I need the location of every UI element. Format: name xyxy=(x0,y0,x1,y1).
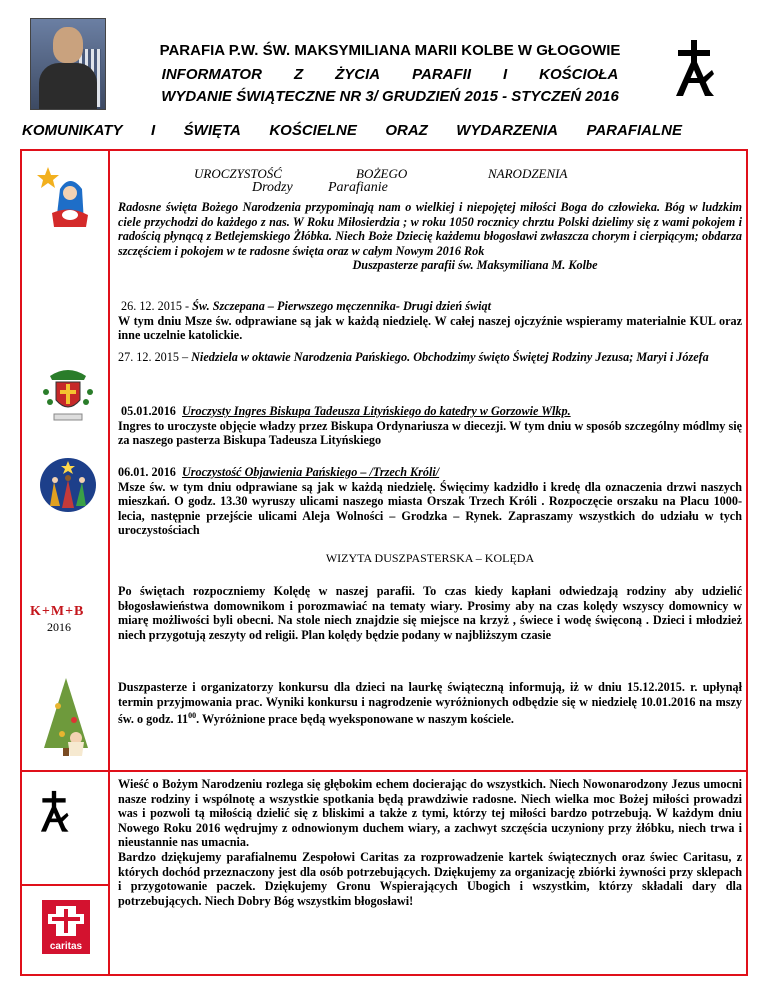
header xyxy=(0,0,768,140)
kmb-year: 2016 xyxy=(47,620,71,634)
edition-line: WYDANIE ŚWIĄTECZNE NR 3/ GRUDZIEŃ 2015 - STYCZEŃ 2016 xyxy=(161,88,619,105)
koleda-title: WIZYTA DUSZPASTERSKA – KOLĘDA xyxy=(325,551,535,565)
caritas-logo-icon xyxy=(42,900,90,954)
christmas-tree-angel-icon xyxy=(36,676,96,758)
bishop-coat-of-arms-icon xyxy=(40,368,96,422)
contest-announcement: Duszpasterze i organizatorzy konkursu dla dzieci na laurkę świąteczną informują, iż w dniu 15.12.2015. r. upłynął termin przyjmowania prac. Wyniki konkursu i nagrodzenie wyróżnionych odbędzie się w niedzielę 10.01.2016 na mszy św. o godz. $11^{00}$. Wyróżnione prace będą wyeksponowane w naszym kościele. xyxy=(118,680,742,727)
sidebar-column xyxy=(22,151,110,974)
event-st-stephen: 26. 12. 2015 - Św. Szczepana – Pierwszego męczennika- Drugi dzień świąt W tym dniu Msze św. odprawiane są jak w każdą niedzielę. W całej naszej ojczyźnie wspieramy materialnie KUL oraz inne uczelnie katolickie. xyxy=(118,299,742,343)
section-divider xyxy=(20,770,748,772)
christmas-heading: UROCZYSTOŚĆ BOŻEGO NARODZENIA Drodzy Parafianie xyxy=(194,166,568,195)
newsletter-title: INFORMATOR Z ŻYCIA PARAFII I KOŚCIOŁA xyxy=(161,66,619,83)
sidebar-divider xyxy=(22,884,110,886)
event-ingres: 05.01.2016 Uroczysty Ingres Biskupa Tadeusza Lityńskiego do katedry w Gorzowie Wlkp. Ingres to uroczyste objęcie władzy przez Biskupa Ordynariusza w diecezji. W tym dniu w sposób szczególny módlmy się za naszego pasterza Biskupa Tadeusza Lityńskiego xyxy=(118,404,742,448)
nativity-icon xyxy=(30,165,100,235)
kmb-label: K+M+B xyxy=(30,604,85,619)
saint-portrait-image xyxy=(30,18,106,110)
section-title: KOMUNIKATY I ŚWIĘTA KOŚCIELNE ORAZ WYDARZENIA PARAFIALNE xyxy=(22,122,682,139)
christmas-greeting: Radosne święta Bożego Narodzenia przypominają nam o wielkiej i niepojętej miłości Boga do człowieka. Bóg w ludzkim ciele przychodzi do każdego z nas. W Roku Miłosierdzia ; w roku 1050 rocznicy chrztu Polski dzielimy się z wami pokojem i radością płynącą z Betlejemskiego Żłóbka. Niech Boże Dziecię każdemu błogosławi zwłaszcza chorym i cierpiącym; obdarza szczęściem i pokojem w te radosne święta oraz w całym Nowym 2016 Rok Duszpasterze parafii św. Maksymiliana M. Kolbe xyxy=(118,200,742,273)
three-kings-icon xyxy=(38,456,98,514)
caritas-thanks: Bardzo dziękujemy parafialnemu Zespołowi Caritas za rozprowadzenie kartek świątecznych oraz świec Caritasu, z których dochód przeznaczony jest dla osób potrzebujących. Dziękujemy za organizację zbiórki żywności przy sklepach i przygotowanie paczek. Dziękujemy Gronu Wspierających Ubogich i wszystkim, którzy składali dary dla potrzebujących. Niech Dobry Bóg wszystkim błogosławi! xyxy=(118,849,742,908)
parish-logo-icon xyxy=(672,40,716,98)
parish-name: PARAFIA P.W. ŚW. MAKSYMILIANA MARII KOLBE W GŁOGOWIE xyxy=(159,42,621,59)
svg-text:caritas: caritas xyxy=(49,941,83,952)
koleda-announcement: Po świętach rozpoczniemy Kolędę w naszej parafii. To czas kiedy kapłani odwiedzają rodziny aby udzielić błogosławieństwa domownikom i porozmawiać na tematy wiary. Prosimy aby na czas kolędy wszyscy domownicy w miarę możliwości byli obecni. Na stole niech znajdzie się miejsce na krzyż , świece i wodę święconą . Dzieci i młodzież niech przygotują zeszyty od religii. Plan kolędy będzie podany w najbliższym czasie xyxy=(118,584,742,642)
event-epiphany: 06.01. 2016 Uroczystość Objawienia Pańskiego – /Trzech Króli/ Msze św. w tym dniu odprawiane są jak w każdą niedzielę. Święcimy kadzidło i kredę dla oznaczenia drzwi naszych mieszkań. O godz. 13.30 wyruszy ulicami naszego miasta Orszak Trzech Króli . Rozpoczęcie orszaku na Placu 1000- lecia, następnie przejście ulicami Aleja Wolności – Grodzka – Rynek. Zapraszamy wszystkich do udziału w tych uroczystościach xyxy=(118,465,742,538)
greeting-signature: Duszpasterze parafii św. Maksymiliana M. Kolbe xyxy=(352,258,598,273)
closing-wishes: Wieść o Bożym Narodzeniu rozlega się głębokim echem docierając do wszystkich. Niech Nowonarodzony Jezus umocni nasze rodziny i wspólnotę a wszystkie spotkania będą prawdziwie radosne. Niech wielka moc Bożej miłości prowadzi was i pozwoli tą miłością dzielić się z bliskimi a także z tymi, którzy tej miłości bardzo potrzebują. W każdym dniu Nowego Roku 2016 wędrujmy z odnowionym duchem wiary, a zachwyt szczęścia uczyniony przy żłóbku, niech trwa i nieustannie nas umacnia. Bardzo dziękujemy parafialnemu Zespołowi Caritas za rozprowadzenie kartek świątecznych oraz świec Caritasu, z których dochód przeznaczony jest dla osób potrzebujących. Dziękujemy za organizację zbiórki żywności przy sklepach i przygotowanie paczek. Dziękujemy Gronu Wspierających Ubogich i wszystkim, którzy składali dary dla potrzebujących. Niech Dobry Bóg wszystkim błogosławi! xyxy=(118,777,742,908)
parish-logo-small-icon xyxy=(38,790,70,834)
event-holy-family: 27. 12. 2015 – Niedziela w oktawie Narodzenia Pańskiego. Obchodzimy święto Świętej Rodziny Jezusa; Maryi i Józefa xyxy=(118,350,709,364)
